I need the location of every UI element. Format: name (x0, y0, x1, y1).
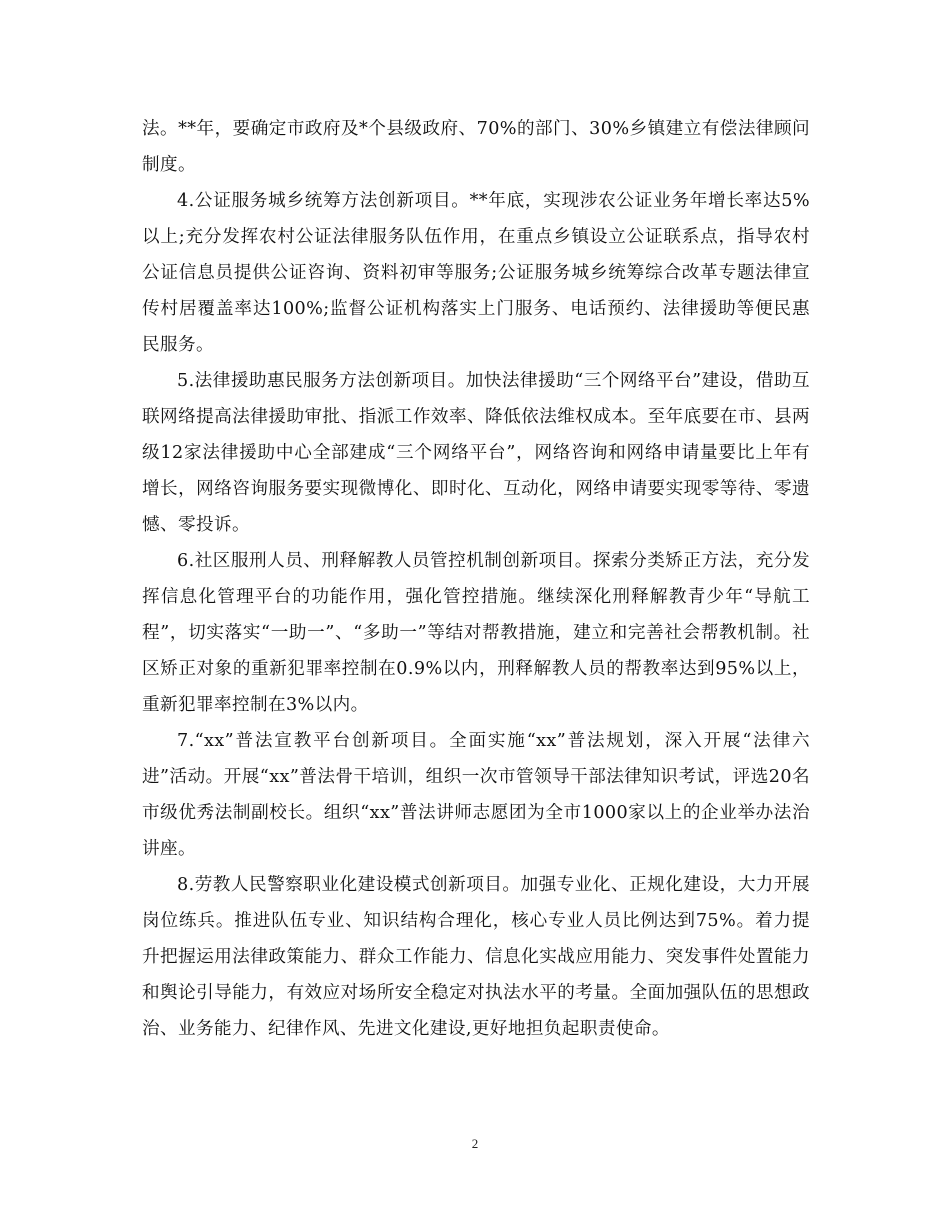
paragraph-item-8: 8.劳教人民警察职业化建设模式创新项目。加强专业化、正规化建设，大力开展岗位练兵。推进队伍专业、知识结构合理化，核心专业人员比例达到75%。着力提升把握运用法律政策能力、群众工作能力、信息化实战应用能力、突发事件处置能力和舆论引导能力，有效应对场所安全稳定对执法水平的考量。全面加强队伍的思想政治、业务能力、纪律作风、先进文化建设,更好地担负起职责使命。 (142, 875, 810, 1039)
paragraph-item-6: 6.社区服刑人员、刑释解教人员管控机制创新项目。探索分类矫正方法，充分发挥信息化管理平台的功能作用，强化管控措施。继续深化刑释解教青少年“导航工程”，切实落实“一助一”、“多助一”等结对帮教措施，建立和完善社会帮教机制。社区矫正对象的重新犯罪率控制在0.9%以内，刑释解教人员的帮教率达到95%以上，重新犯罪率控制在3%以内。 (142, 551, 810, 715)
paragraph-item-5: 5.法律援助惠民服务方法创新项目。加快法律援助“三个网络平台”建设，借助互联网络提高法律援助审批、指派工作效率、降低依法维权成本。至年底要在市、县两级12家法律援助中心全部建成“三个网络平台”，网络咨询和网络申请量要比上年有增长，网络咨询服务要实现微博化、即时化、互动化，网络申请要实现零等待、零遗憾、零投诉。 (142, 371, 810, 535)
paragraph-item-4: 4.公证服务城乡统筹方法创新项目。**年底，实现涉农公证业务年增长率达5%以上;充分发挥农村公证法律服务队伍作用，在重点乡镇设立公证联系点，指导农村公证信息员提供公证咨询、资料初审等服务;公证服务城乡统筹综合改革专题法律宣传村居覆盖率达100%;监督公证机构落实上门服务、电话预约、法律援助等便民惠民服务。 (142, 191, 810, 355)
document-body (142, 111, 810, 1047)
paragraph-continuation: 法。**年，要确定市政府及*个县级政府、70%的部门、30%乡镇建立有偿法律顾问制度。 (142, 119, 810, 175)
paragraph-item-7: 7.“xx”普法宣教平台创新项目。全面实施“xx”普法规划，深入开展“法律六进”活动。开展“xx”普法骨干培训，组织一次市管领导干部法律知识考试，评选20名市级优秀法制副校长。组织“xx”普法讲师志愿团为全市1000家以上的企业举办法治讲座。 (142, 731, 810, 859)
page-number: 2 (471, 1136, 479, 1151)
